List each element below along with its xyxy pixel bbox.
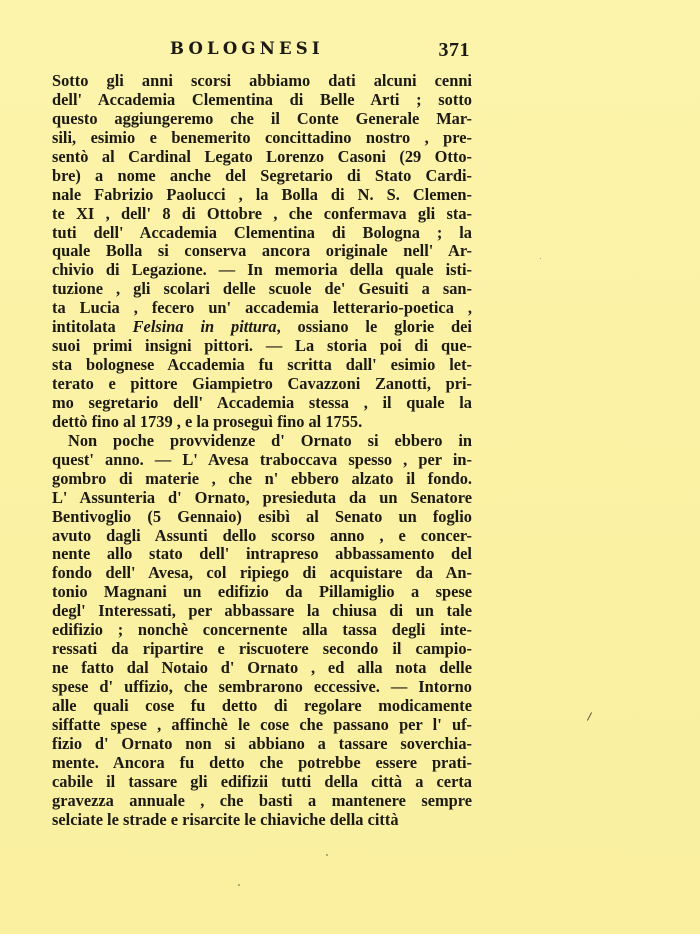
text-line: chivio di Legazione. — In memoria della quale isti- [52,260,472,280]
text-line: dell' Accademia Clementina di Belle Arti ; sotto [52,89,472,109]
page-number: 371 [438,39,470,61]
text-line: ta Lucia , fecero un' accademia letterario-poetica , [52,298,472,318]
text-line: ne fatto dal Notaio d' Ornato , ed alla nota delle [52,658,472,678]
text-line: tuti dell' Accademia Clementina di Bologna ; la [52,222,472,242]
text-line: alle quali cose fu detto di regolare modicamente [52,695,472,715]
text-line: tuzione , gli scolari delle scuole de' Gesuiti a san- [52,279,472,299]
margin-mark [587,712,592,720]
text-line: te XI , dell' 8 di Ottobre , che confermava gli sta- [52,203,472,223]
text-line: questo aggiungeremo che il Conte Generale Mar- [52,108,472,128]
text-line: nale Fabrizio Paolucci , la Bolla di N. S. Clemen- [52,184,472,204]
text-line: Non poche provvidenze d' Ornato si ebbero in [68,430,472,450]
text-line: sili, esimio e benemerito concittadino nostro , pre- [52,127,472,147]
text-line: mente. Ancora fu detto che potrebbe essere prati- [52,752,472,772]
text-line: dettò fino al 1739 , e la proseguì fino al 1755. [52,411,363,431]
text-line: ressati da ripartire e riscuotere secondo il campio- [52,639,472,659]
paper-speck [326,854,328,856]
text-line: nente allo stato dell' intrapreso abbassamento del [52,544,472,564]
text-line: quest' anno. — L' Avesa traboccava spesso , per in- [52,449,472,469]
text-line: selciate le strade e risarcite le chiaviche della città [52,809,399,829]
italic-title: Felsina in pittura [132,317,277,337]
text-line: Sotto gli anni scorsi abbiamo dati alcuni cenni [52,71,472,90]
text-line: suoi primi insigni pittori. — La storia poi di que- [52,336,472,356]
running-title: BOLOGNESI [170,39,324,58]
text-line: intitolata Felsina in pittura, ossiano le glorie dei [52,317,472,337]
text-line: siffatte spese , affinchè le cose che passano per l' uf- [52,714,472,734]
text-line: Bentivoglio (5 Gennaio) esibì al Senato un foglio [52,506,472,526]
body-text [52,72,472,830]
text-line: edifizio ; nonchè concernente alla tassa degli inte- [52,620,472,640]
text-line: cabile il tassare gli edifizii tutti della città a certa [52,771,472,791]
text-line: degl' Interessati, per abbassare la chiusa di un tale [52,601,472,621]
text-line: avuto dagli Assunti dello scorso anno , e concer- [52,525,472,545]
text-line: fizio d' Ornato non si abbiano a tassare soverchia- [52,733,472,753]
text-line: L' Assunteria d' Ornato, presieduta da un Senatore [52,487,472,507]
text-line: spese d' uffizio, che sembrarono eccessive. — Intorno [52,677,472,696]
text-line: mo segretario dell' Accademia stessa , il quale la [52,392,472,412]
page-header [52,37,472,61]
text-line: fondo dell' Avesa, col ripiego di acquistare da An- [52,563,472,583]
text-line: gravezza annuale , che basti a mantenere sempre [52,790,472,810]
text-line: quale Bolla si conserva ancora originale nell' Ar- [52,241,472,261]
text-line: bre) a nome anche del Segretario di Stato Cardi- [52,165,472,185]
text-line: sentò al Cardinal Legato Lorenzo Casoni (29 Otto- [52,146,472,166]
paper-speck [238,884,240,886]
text-line: tonio Magnani un edifizio da Pillamiglio a spese [52,582,472,602]
text-line: sta bolognese Accademia fu scritta dall' esimio let- [52,355,472,375]
text-line: gombro di materie , che n' ebbero alzato il fondo. [52,468,472,488]
paper-speck [540,258,541,259]
text-line: terato e pittore Giampietro Cavazzoni Zanotti, pri- [52,374,472,393]
